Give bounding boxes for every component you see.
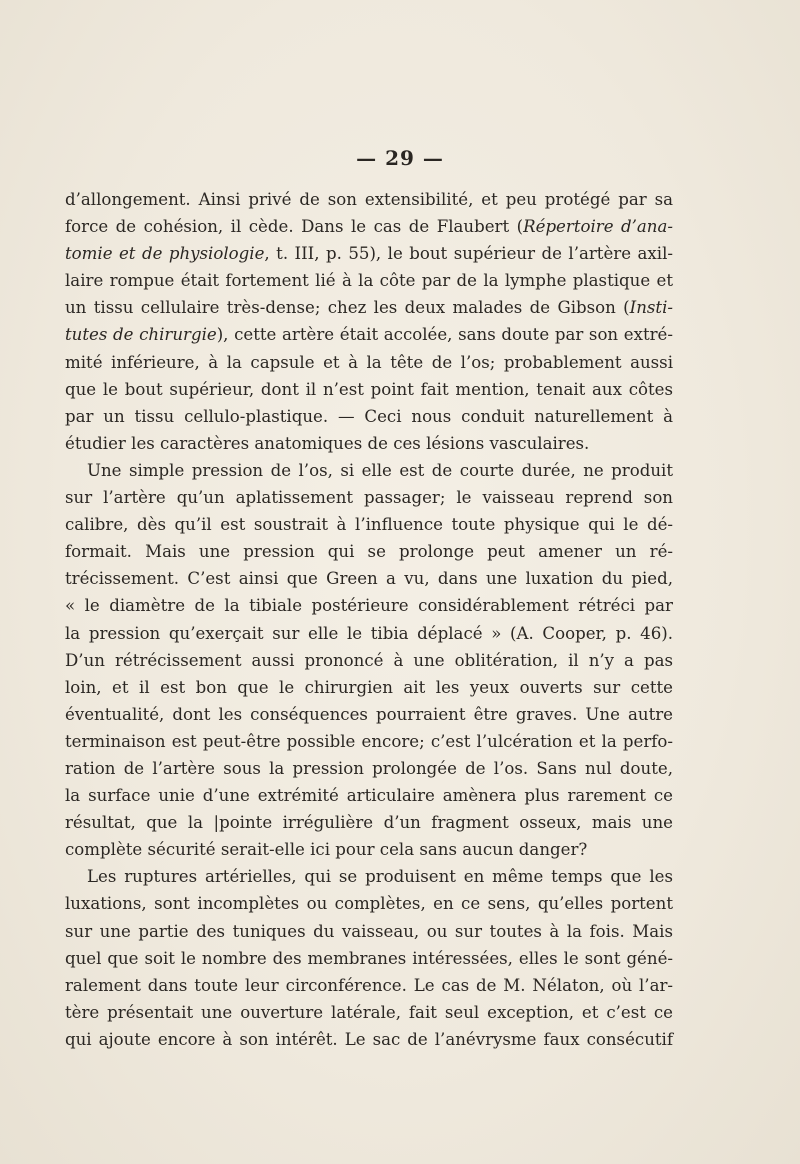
text-line bbox=[65, 620, 673, 647]
text-line bbox=[65, 647, 673, 674]
italic-text: Insti- bbox=[629, 298, 673, 318]
text-line bbox=[65, 755, 673, 782]
text-span: loin, et il est bon que le chirurgien ait les yeux ouverts sur cette bbox=[65, 677, 673, 697]
text-line bbox=[65, 240, 673, 267]
text-span: calibre, dès qu’il est soustrait à l’influence toute physique qui le dé- bbox=[65, 515, 673, 535]
text-line bbox=[65, 782, 673, 809]
text-span: d’allongement. Ainsi privé de son extensibilité, et peu protégé par sa bbox=[65, 190, 673, 209]
text-line bbox=[65, 511, 673, 538]
italic-text: Répertoire d’ana- bbox=[523, 217, 673, 237]
text-span: luxations, sont incomplètes ou complètes, en ce sens, qu’elles portent bbox=[65, 894, 673, 914]
text-span: laire rompue était fortement lié à la côte par de la lymphe plastique et bbox=[65, 271, 673, 291]
text-line bbox=[65, 267, 673, 294]
text-line bbox=[65, 918, 673, 945]
text-line bbox=[65, 674, 673, 701]
text-line bbox=[65, 430, 673, 457]
text-line bbox=[65, 809, 673, 836]
italic-text: tutes de chirurgie bbox=[65, 325, 217, 345]
text-span: « le diamètre de la tibiale postérieure considérablement rétréci par bbox=[65, 596, 673, 616]
text-span: quel que soit le nombre des membranes intéressées, elles le sont géné- bbox=[65, 948, 673, 968]
text-span: la surface unie d’une extrémité articulaire amènera plus rarement ce bbox=[65, 786, 673, 806]
text-span: un tissu cellulaire très-dense; chez les deux malades de Gibson ( bbox=[65, 298, 630, 318]
page-number: — 29 — bbox=[356, 146, 444, 170]
italic-text: tomie et de physiologie bbox=[65, 244, 265, 264]
text-line bbox=[65, 294, 673, 321]
text-span: par un tissu cellulo-plastique. — Ceci nous conduit naturellement à bbox=[65, 406, 673, 426]
text-line bbox=[65, 213, 673, 240]
text-span: mité inférieure, à la capsule et à la tête de l’os; probablement aussi bbox=[65, 352, 673, 372]
text-line bbox=[65, 999, 673, 1026]
text-line bbox=[65, 972, 673, 999]
text-span: ralement dans toute leur circonférence. Le cas de M. Nélaton, où l’ar- bbox=[65, 975, 673, 995]
text-line bbox=[65, 890, 673, 917]
text-span: terminaison est peut-être possible encore; c’est l’ulcération et la perfo- bbox=[65, 731, 673, 751]
text-line bbox=[65, 836, 673, 863]
text-span: D’un rétrécissement aussi prononcé à une oblitération, il n’y a pas bbox=[65, 650, 673, 670]
text-span: complète sécurité serait-elle ici pour cela sans aucun danger? bbox=[65, 840, 588, 860]
text-line bbox=[65, 538, 673, 565]
text-span: résultat, que la |pointe irrégulière d’un fragment osseux, mais une bbox=[65, 813, 673, 833]
text-span: formait. Mais une pression qui se prolonge peut amener un ré- bbox=[65, 542, 673, 562]
text-span: sur l’artère qu’un aplatissement passager; le vaisseau reprend son bbox=[65, 488, 673, 508]
text-span: sur une partie des tuniques du vaisseau, ou sur toutes à la fois. Mais bbox=[65, 921, 673, 941]
text-span: ), cette artère était accolée, sans doute par son extré- bbox=[216, 325, 673, 345]
text-span: Une simple pression de l’os, si elle est de courte durée, ne produit bbox=[87, 460, 673, 480]
body-text bbox=[65, 186, 673, 1053]
text-span: , t. III, p. 55), le bout supérieur de l’artère axil- bbox=[264, 244, 673, 264]
text-line bbox=[65, 186, 673, 213]
text-line bbox=[65, 376, 673, 403]
text-line bbox=[65, 728, 673, 755]
text-span: qui ajoute encore à son intérêt. Le sac de l’anévrysme faux consécutif bbox=[65, 1029, 673, 1049]
text-span: ration de l’artère sous la pression prolongée de l’os. Sans nul doute, bbox=[65, 758, 673, 778]
text-line bbox=[65, 592, 673, 619]
text-line bbox=[65, 484, 673, 511]
text-span: tère présentait une ouverture latérale, fait seul exception, et c’est ce bbox=[65, 1002, 673, 1022]
text-line bbox=[65, 945, 673, 972]
text-line bbox=[65, 565, 673, 592]
text-span: force de cohésion, il cède. Dans le cas de Flaubert ( bbox=[65, 217, 524, 237]
text-line bbox=[65, 403, 673, 430]
text-line bbox=[65, 321, 673, 348]
text-span: Les ruptures artérielles, qui se produisent en même temps que les bbox=[87, 867, 673, 887]
text-span: trécissement. C’est ainsi que Green a vu, dans une luxation du pied, bbox=[65, 569, 673, 589]
text-span: que le bout supérieur, dont il n’est point fait mention, tenait aux côtes bbox=[65, 379, 673, 399]
text-span: étudier les caractères anatomiques de ces lésions vasculaires. bbox=[65, 433, 590, 453]
text-line bbox=[65, 701, 673, 728]
text-line bbox=[65, 457, 673, 484]
text-span: la pression qu’exerçait sur elle le tibia déplacé » (A. Cooper, p. 46). bbox=[65, 623, 673, 643]
text-span: éventualité, dont les conséquences pourraient être graves. Une autre bbox=[65, 704, 673, 724]
text-line bbox=[65, 349, 673, 376]
text-line bbox=[65, 863, 673, 890]
text-line bbox=[65, 1026, 673, 1053]
